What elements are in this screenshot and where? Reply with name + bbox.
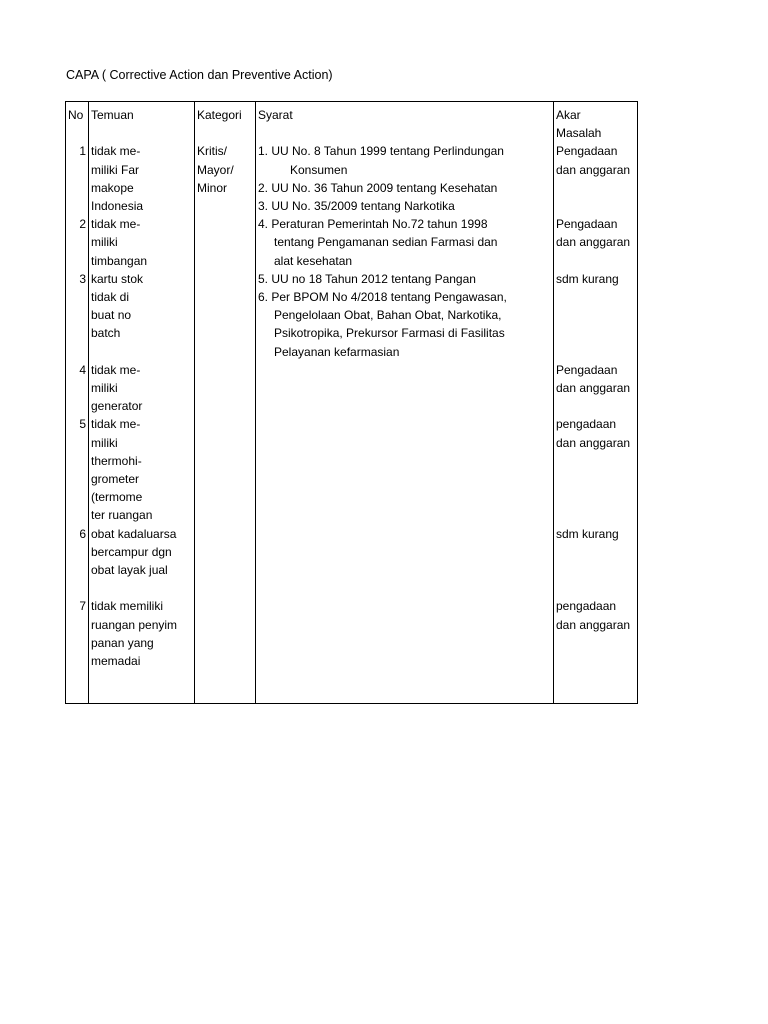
root-cause-text: pengadaan bbox=[556, 599, 617, 614]
root-cause-text: dan anggaran bbox=[556, 435, 631, 450]
finding-text: memadai bbox=[91, 654, 141, 668]
root-cause-text: sdm kurang bbox=[556, 526, 619, 541]
finding-text: miliki bbox=[91, 435, 118, 450]
finding-text: grometer bbox=[91, 472, 140, 486]
capa-table bbox=[65, 101, 638, 704]
category-text: Kritis/ bbox=[197, 144, 227, 159]
row-number: 4 bbox=[79, 362, 86, 377]
requirement-text: Pelayanan kefarmasian bbox=[274, 344, 400, 359]
root-cause-text: dan anggaran bbox=[556, 381, 631, 395]
column-header: Akar bbox=[556, 108, 581, 122]
category-text: Mayor/ bbox=[197, 162, 234, 177]
finding-text: tidak me- bbox=[91, 362, 141, 377]
requirement-text: Konsumen bbox=[290, 162, 348, 177]
requirement-text: 3. UU No. 35/2009 tentang Narkotika bbox=[258, 199, 455, 213]
finding-text: panan yang bbox=[91, 635, 154, 650]
finding-text: tidak me- bbox=[91, 217, 141, 232]
finding-text: tidak me- bbox=[91, 417, 141, 432]
root-cause-text: sdm kurang bbox=[556, 271, 619, 286]
row-number: 3 bbox=[79, 271, 86, 286]
finding-text: tidak memiliki bbox=[91, 599, 164, 614]
column-divider bbox=[88, 102, 89, 703]
finding-text: obat layak jual bbox=[91, 563, 168, 577]
requirement-text: 2. UU No. 36 Tahun 2009 tentang Kesehatan bbox=[258, 180, 498, 195]
requirement-text: alat kesehatan bbox=[274, 253, 353, 268]
requirement-text: 1. UU No. 8 Tahun 1999 tentang Perlindungan bbox=[258, 144, 504, 159]
root-cause-text: dan anggaran bbox=[556, 162, 631, 177]
category-text: Minor bbox=[197, 180, 228, 195]
requirement-text: 4. Peraturan Pemerintah No.72 tahun 1998 bbox=[258, 217, 488, 232]
root-cause-text: dan anggaran bbox=[556, 617, 631, 632]
requirement-text: Pengelolaan Obat, Bahan Obat, Narkotika, bbox=[274, 308, 502, 323]
column-divider bbox=[553, 102, 554, 703]
row-number: 7 bbox=[79, 599, 86, 614]
finding-text: obat kadaluarsa bbox=[91, 526, 177, 541]
finding-text: Indonesia bbox=[91, 199, 144, 213]
finding-text: buat no bbox=[91, 308, 132, 323]
root-cause-text: Pengadaan bbox=[556, 362, 618, 377]
row-number: 5 bbox=[79, 417, 86, 432]
finding-text: ter ruangan bbox=[91, 508, 153, 523]
requirement-text: 5. UU no 18 Tahun 2012 tentang Pangan bbox=[258, 271, 476, 286]
finding-text: tidak me- bbox=[91, 144, 141, 159]
finding-text: (termome bbox=[91, 490, 143, 505]
finding-text: bercampur dgn bbox=[91, 544, 172, 559]
column-header: Syarat bbox=[258, 108, 293, 122]
finding-text: makope bbox=[91, 180, 134, 195]
document-title: CAPA ( Corrective Action dan Preventive Action) bbox=[66, 68, 333, 82]
finding-text: miliki Far bbox=[91, 162, 139, 177]
root-cause-text: pengadaan bbox=[556, 417, 617, 432]
finding-text: thermohi- bbox=[91, 453, 142, 468]
finding-text: miliki bbox=[91, 381, 118, 395]
row-number: 1 bbox=[79, 144, 86, 159]
finding-text: kartu stok bbox=[91, 271, 144, 286]
finding-text: timbangan bbox=[91, 253, 148, 268]
row-number: 6 bbox=[79, 526, 86, 541]
column-divider bbox=[194, 102, 195, 703]
requirement-text: Psikotropika, Prekursor Farmasi di Fasilitas bbox=[274, 326, 505, 341]
column-header: Temuan bbox=[91, 108, 134, 122]
column-divider bbox=[255, 102, 256, 703]
finding-text: batch bbox=[91, 326, 121, 341]
requirement-text: tentang Pengamanan sedian Farmasi dan bbox=[274, 235, 498, 250]
root-cause-text: dan anggaran bbox=[556, 235, 631, 250]
row-number: 2 bbox=[79, 217, 86, 232]
finding-text: generator bbox=[91, 399, 143, 414]
requirement-text: 6. Per BPOM No 4/2018 tentang Pengawasan, bbox=[258, 290, 507, 304]
finding-text: tidak di bbox=[91, 290, 130, 304]
column-header: Masalah bbox=[556, 126, 602, 141]
finding-text: ruangan penyim bbox=[91, 617, 178, 632]
root-cause-text: Pengadaan bbox=[556, 144, 618, 159]
finding-text: miliki bbox=[91, 235, 118, 250]
column-header: Kategori bbox=[197, 108, 242, 122]
root-cause-text: Pengadaan bbox=[556, 217, 618, 232]
column-header: No bbox=[68, 108, 84, 122]
